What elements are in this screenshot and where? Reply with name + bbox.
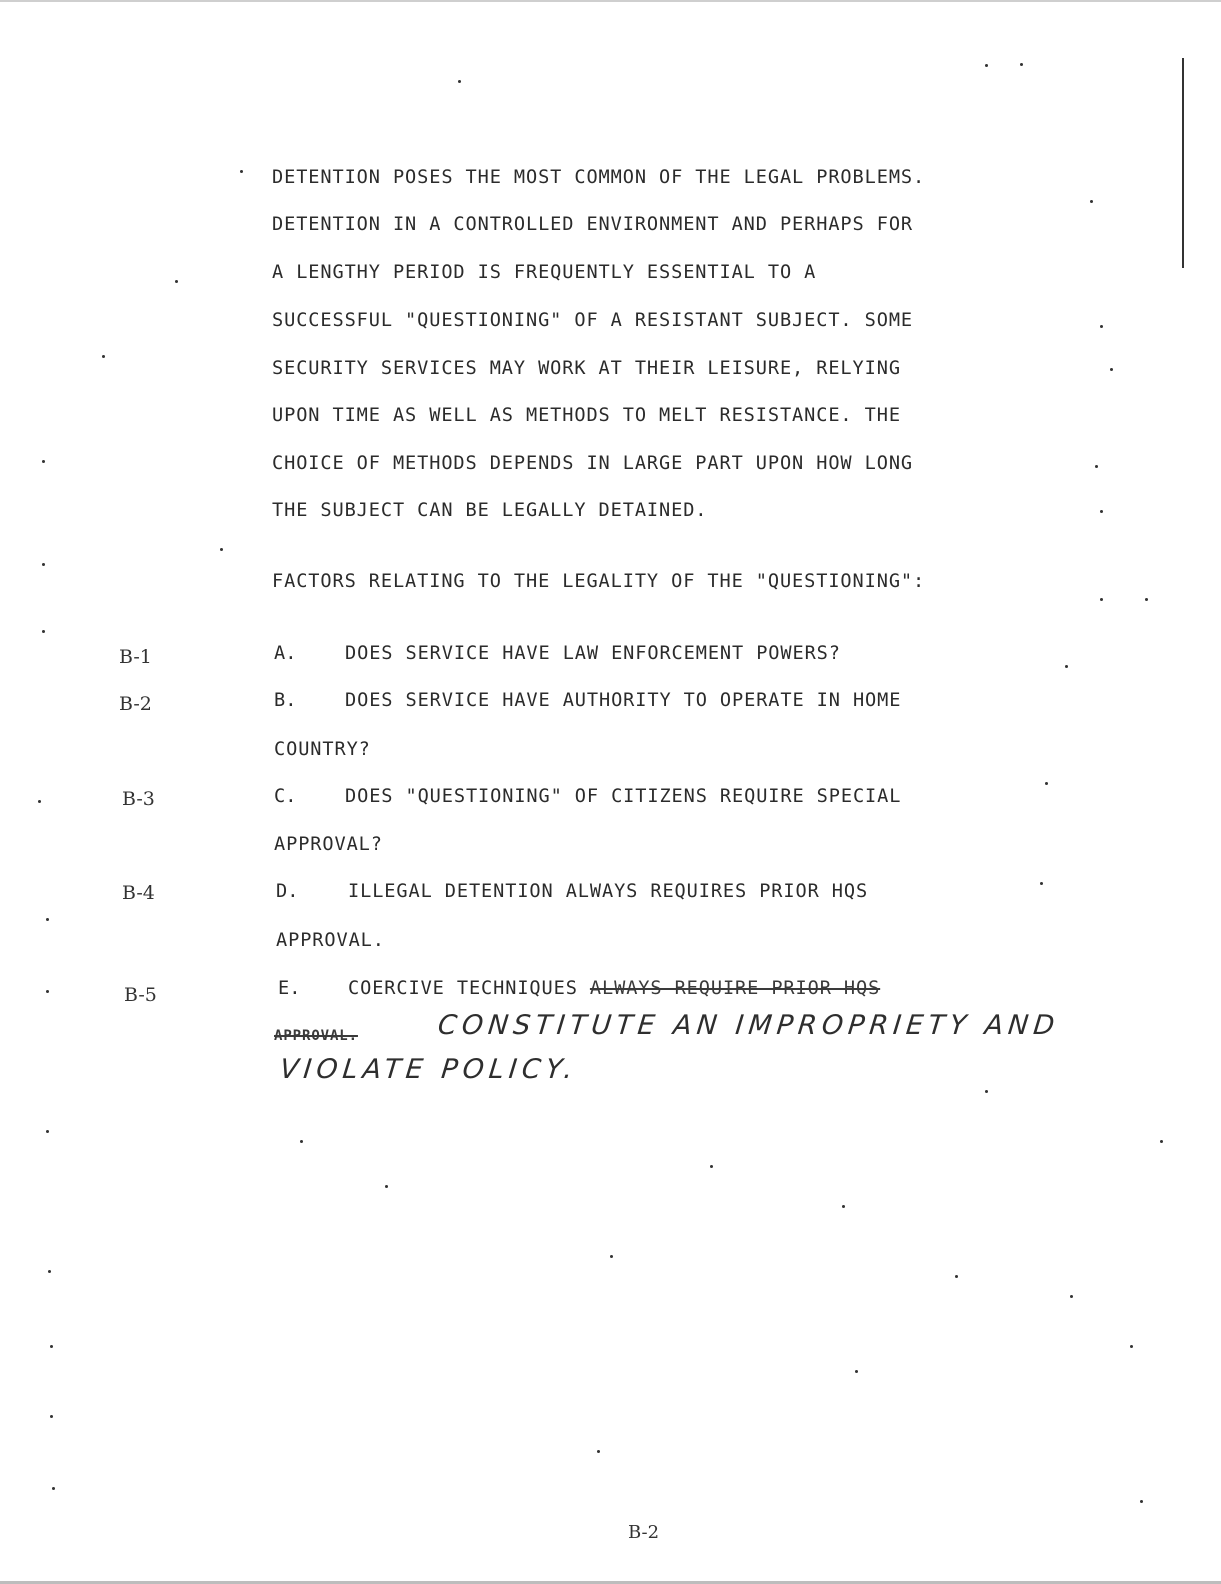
factor-letter: C.	[274, 786, 297, 807]
scan-speck	[955, 1275, 958, 1278]
scan-speck	[46, 1130, 49, 1133]
scan-speck	[1045, 782, 1048, 785]
scan-speck	[42, 460, 45, 463]
scan-speck	[1090, 200, 1093, 203]
factor-text	[348, 978, 880, 999]
scan-speck	[42, 630, 45, 633]
factor-text: ILLEGAL DETENTION ALWAYS REQUIRES PRIOR HQS	[348, 881, 869, 902]
factor-letter: D.	[276, 881, 299, 902]
factor-letter: B.	[274, 690, 297, 711]
scan-speck	[175, 280, 178, 283]
factor-text-continued: APPROVAL.	[276, 930, 385, 951]
scan-speck	[842, 1205, 845, 1208]
scan-speck	[1145, 598, 1148, 601]
scan-speck	[240, 170, 243, 173]
scan-speck	[46, 918, 49, 921]
scan-speck	[38, 800, 41, 803]
scan-speck	[985, 1090, 988, 1093]
scan-speck	[102, 355, 105, 358]
factors-heading: FACTORS RELATING TO THE LEGALITY OF THE "QUESTIONING":	[272, 571, 926, 592]
paragraph-line: DETENTION IN A CONTROLLED ENVIRONMENT AND PERHAPS FOR	[272, 214, 914, 235]
scan-speck	[300, 1140, 303, 1143]
scan-speck	[1160, 1140, 1163, 1143]
scan-speck	[50, 1345, 53, 1348]
margin-ref-b1: B-1	[119, 646, 152, 668]
factor-text-kept: COERCIVE TECHNIQUES	[348, 978, 578, 999]
scan-speck	[1020, 63, 1023, 66]
paragraph-line: UPON TIME AS WELL AS METHODS TO MELT RESISTANCE. THE	[272, 405, 901, 426]
struck-text-continued: APPROVAL.	[274, 1028, 358, 1044]
factor-letter: E.	[278, 978, 301, 999]
factor-text-continued: APPROVAL?	[274, 834, 383, 855]
scan-speck	[52, 1487, 55, 1490]
right-margin-line	[1182, 58, 1184, 268]
scan-speck	[1100, 325, 1103, 328]
scan-speck	[1070, 1295, 1073, 1298]
scan-speck	[710, 1165, 713, 1168]
margin-ref-b3: B-3	[122, 788, 155, 810]
scan-speck	[50, 1415, 53, 1418]
factor-text-continued: COUNTRY?	[274, 739, 371, 760]
scan-speck	[1100, 598, 1103, 601]
handwritten-annotation-line: CONSTITUTE AN IMPROPRIETY AND	[436, 1010, 1061, 1041]
factor-text: DOES "QUESTIONING" OF CITIZENS REQUIRE SPECIAL	[345, 786, 902, 807]
paragraph-line: THE SUBJECT CAN BE LEGALLY DETAINED.	[272, 500, 708, 521]
paragraph-line: A LENGTHY PERIOD IS FREQUENTLY ESSENTIAL TO A	[272, 262, 817, 283]
handwritten-annotation-line: VIOLATE POLICY.	[278, 1054, 579, 1085]
scan-speck	[597, 1450, 600, 1453]
margin-ref-b4: B-4	[122, 882, 155, 904]
paragraph-line: SUCCESSFUL "QUESTIONING" OF A RESISTANT SUBJECT. SOME	[272, 310, 914, 331]
scan-speck	[42, 563, 45, 566]
scan-speck	[220, 548, 223, 551]
scan-speck	[458, 80, 461, 83]
scan-speck	[48, 1270, 51, 1273]
paragraph-line: SECURITY SERVICES MAY WORK AT THEIR LEISURE, RELYING	[272, 358, 901, 379]
scan-speck	[1040, 882, 1043, 885]
factor-letter: A.	[274, 643, 297, 664]
scan-speck	[46, 990, 49, 993]
page-top-edge	[0, 0, 1221, 2]
margin-ref-b5: B-5	[124, 984, 157, 1006]
page-number: B-2	[628, 1522, 660, 1543]
scan-speck	[1110, 368, 1113, 371]
factor-text: DOES SERVICE HAVE LAW ENFORCEMENT POWERS?	[345, 643, 841, 664]
margin-ref-b2: B-2	[119, 693, 152, 715]
scan-speck	[1140, 1500, 1143, 1503]
scan-speck	[1100, 510, 1103, 513]
struck-text: ALWAYS REQUIRE PRIOR HQS	[589, 978, 881, 999]
scan-speck	[1130, 1345, 1133, 1348]
scan-speck	[1065, 665, 1068, 668]
scan-speck	[385, 1185, 388, 1188]
paragraph-line: DETENTION POSES THE MOST COMMON OF THE LEGAL PROBLEMS.	[272, 167, 926, 188]
paragraph-line: CHOICE OF METHODS DEPENDS IN LARGE PART UPON HOW LONG	[272, 453, 914, 474]
scan-speck	[1095, 465, 1098, 468]
factor-text: DOES SERVICE HAVE AUTHORITY TO OPERATE IN HOME	[345, 690, 902, 711]
scan-speck	[610, 1255, 613, 1258]
scan-speck	[855, 1370, 858, 1373]
scan-speck	[985, 64, 988, 67]
